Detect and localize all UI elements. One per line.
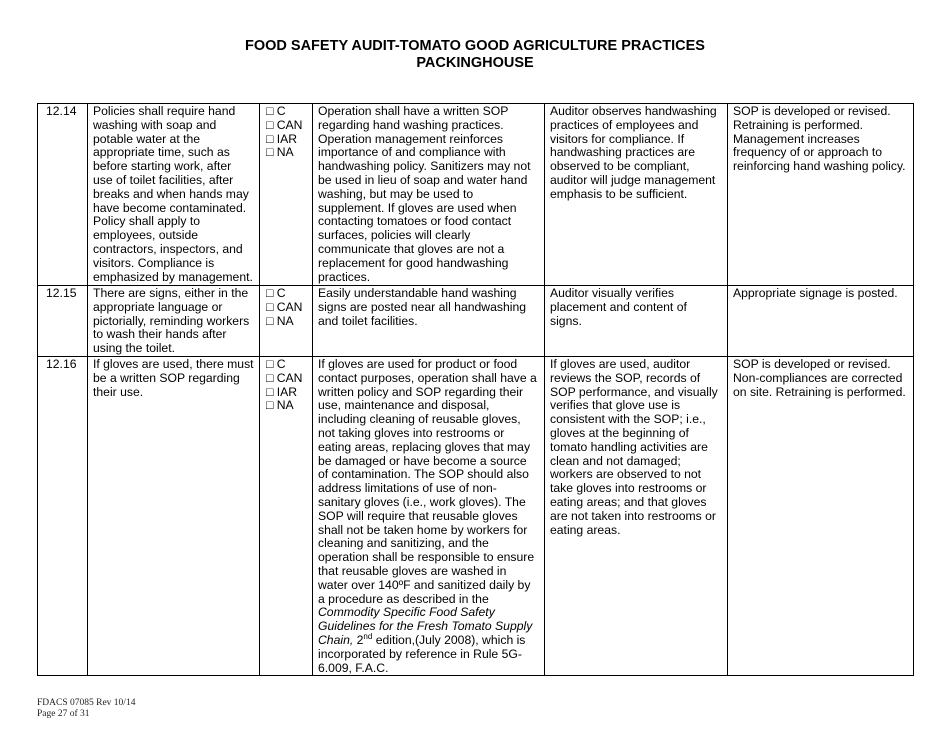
option-iar-checkbox[interactable]: □ IAR	[266, 384, 298, 399]
guideline-title: Commodity Specific Food Safety Guidelines for the Fresh Tomato Supply Chain,	[318, 605, 533, 647]
audit-table	[37, 103, 914, 676]
compliance-options	[260, 286, 313, 357]
requirement-cell: There are signs, either in the appropriate language or pictorially, reminding workers to wash their hands after using the toilet.	[88, 286, 260, 357]
option-can-checkbox[interactable]: □ CAN	[266, 370, 303, 385]
criteria-cell	[313, 356, 545, 675]
corrective-action-cell: Appropriate signage is posted.	[728, 286, 914, 357]
edition-number: 2	[353, 632, 364, 647]
item-number: 12.16	[38, 356, 88, 675]
option-na-checkbox[interactable]: □ NA	[266, 145, 294, 160]
page-number: Page 27 of 31	[37, 709, 90, 719]
criteria-cell: Easily understandable hand washing signs are posted near all handwashing and toilet facilities.	[313, 286, 545, 357]
option-c-checkbox[interactable]: □ C	[266, 104, 286, 118]
criteria-cell: Operation shall have a written SOP regarding hand washing practices. Operation management reinforces importance of and compliance with handwashing policy. Sanitizers may not be used in lieu of soap and water hand washing, but may be used to supplement. If gloves are used when contacting tomatoes or food contact surfaces, policies will clearly communicate that gloves are not a replacement for good handwashing practices.	[313, 104, 545, 286]
table-row	[38, 286, 914, 357]
verification-cell: Auditor observes handwashing practices of employees and visitors for compliance. If handwashing practices are observed to be compliant, auditor will judge management emphasis to be sufficient.	[545, 104, 728, 286]
option-can-checkbox[interactable]: □ CAN	[266, 117, 303, 132]
table-row	[38, 104, 914, 286]
requirement-cell: If gloves are used, there must be a written SOP regarding their use.	[88, 356, 260, 675]
compliance-options	[260, 104, 313, 286]
item-number: 12.14	[38, 104, 88, 286]
criteria-text-end: edition,(July 2008), which is incorporated by reference in Rule 5G-6.009, F.A.C.	[318, 632, 526, 675]
compliance-options	[260, 356, 313, 675]
requirement-cell: Policies shall require hand washing with soap and potable water at the appropriate time, such as before starting work, after use of toilet facilities, after breaks and when hands may have become contaminated. Policy shall apply to employees, outside contractors, inspectors, and visitors. Compliance is emphasized by management.	[88, 104, 260, 286]
verification-cell: If gloves are used, auditor reviews the SOP, records of SOP performance, and visually verifies that glove use is consistent with the SOP; i.e., gloves at the beginning of tomato handling activities are clean and not damaged; workers are observed to not take gloves into restrooms or eating areas; and that gloves are not taken into restrooms or eating areas.	[545, 356, 728, 675]
edition-suffix: nd	[363, 631, 373, 641]
form-id: FDACS 07085 Rev 10/14	[37, 698, 136, 708]
corrective-action-cell: SOP is developed or revised. Retraining is performed. Management increases frequency of or approach to reinforcing hand washing policy.	[728, 104, 914, 286]
option-iar-checkbox[interactable]: □ IAR	[266, 131, 298, 146]
criteria-text: If gloves are used for product or food contact purposes, operation shall have a written policy and SOP regarding their use, maintenance and disposal, including cleaning of reusable gloves, not taking gloves into restrooms or eating areas, replacing gloves that may be damaged or have become a source of contamination. The SOP should also address limitations of use of non-sanitary gloves (i.e., work gloves). The SOP will require that reusable gloves shall not be taken home by workers for cleaning and sanitizing, and the operation shall be responsible to ensure that reusable gloves are washed in water over 140ºF and sanitized daily by a procedure as described in the	[318, 356, 537, 606]
option-na-checkbox[interactable]: □ NA	[266, 398, 294, 413]
verification-cell: Auditor visually verifies placement and content of signs.	[545, 286, 728, 357]
item-number: 12.15	[38, 286, 88, 357]
corrective-action-cell: SOP is developed or revised. Non-compliances are corrected on site. Retraining is performed.	[728, 356, 914, 675]
option-c-checkbox[interactable]: □ C	[266, 356, 286, 371]
option-can-checkbox[interactable]: □ CAN	[266, 299, 303, 314]
document-title-line1: FOOD SAFETY AUDIT-TOMATO GOOD AGRICULTURE PRACTICES	[245, 38, 705, 54]
table-row	[38, 356, 914, 675]
option-na-checkbox[interactable]: □ NA	[266, 313, 294, 328]
document-title-line2: PACKINGHOUSE	[416, 55, 534, 71]
option-c-checkbox[interactable]: □ C	[266, 286, 286, 300]
